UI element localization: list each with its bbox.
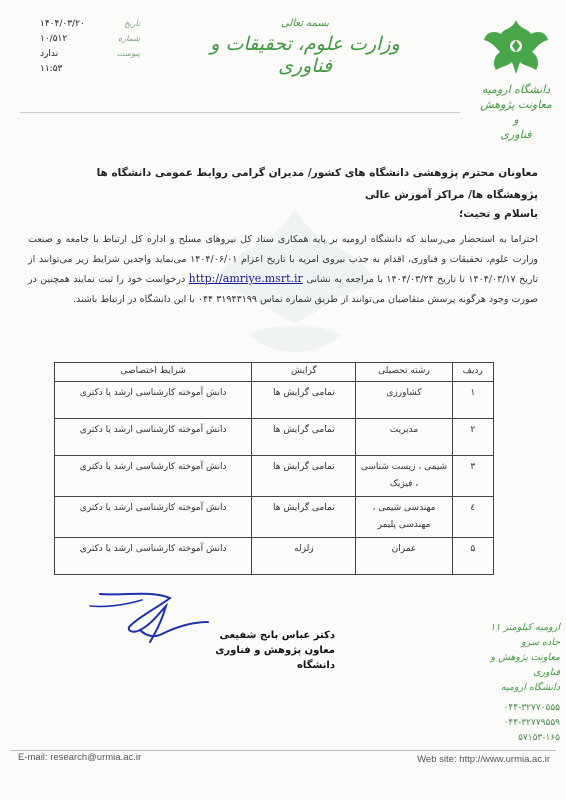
requirements-cell: دانش آموخته کارشناسی ارشد یا دکتری bbox=[55, 382, 252, 419]
contact-phone-2: ۰۴۴-۳۲۷۷۹۵۵۹ bbox=[503, 718, 560, 728]
field-cell: مدیریت bbox=[356, 419, 452, 456]
signatory-title: معاون پژوهش و فناوری دانشگاه bbox=[215, 645, 335, 671]
field-cell: کشاورزی bbox=[356, 382, 452, 419]
address-line-2: پژوهشگاه ها/ مراکز آموزش عالی bbox=[364, 189, 538, 201]
row-number-cell: ۳ bbox=[452, 456, 493, 497]
body-text-part-2: درخواست خود را ثبت نمایند همچنین در صورت وجود هرگونه پرسش متقاضیان می‌توانند از طریق شماره تماس ۳۱۹۴۳۱۹۹ ۰۴۴ با این دانشگاه در ارتباط باشند. bbox=[28, 274, 538, 305]
specialization-cell: تمامی گرایش ها bbox=[252, 456, 356, 497]
ministry-heading bbox=[200, 18, 410, 88]
meta-number-row bbox=[40, 31, 140, 46]
contact-address-line-2: معاونت پژوهش و فناوری bbox=[490, 652, 560, 678]
letter-body bbox=[28, 230, 538, 309]
row-number-cell: ۵ bbox=[452, 538, 493, 575]
university-emblem-icon bbox=[476, 16, 556, 78]
meta-attachment-label: پیوست bbox=[116, 49, 140, 58]
header-row-number: ردیف bbox=[452, 363, 493, 382]
footer-email: E-mail: research@urmia.ac.ir bbox=[18, 752, 142, 763]
specialization-cell: تمامی گرایش ها bbox=[252, 497, 356, 538]
header-specialization: گرایش bbox=[252, 363, 356, 382]
table-header-row bbox=[55, 363, 494, 382]
meta-number-label: شماره bbox=[118, 34, 140, 43]
header-field: رشته تحصیلی bbox=[356, 363, 452, 382]
meta-attachment-value: ندارد bbox=[40, 48, 59, 59]
contact-phone-1: ۰۴۴-۳۲۷۷۰۵۵۵ bbox=[503, 703, 560, 713]
letter-address bbox=[28, 162, 538, 206]
registration-link[interactable]: http://amriye.msrt.ir bbox=[188, 272, 303, 285]
meta-date-value: ۱۴۰۴/۰۳/۲۰ bbox=[40, 18, 85, 29]
signatory bbox=[175, 628, 335, 673]
meta-time-value: ۱۱:۵۳ bbox=[40, 63, 63, 74]
greeting: باسلام و تحیت؛ bbox=[459, 208, 538, 220]
row-number-cell: ۲ bbox=[452, 419, 493, 456]
basmala: بسمه تعالی bbox=[280, 18, 330, 29]
table-row bbox=[55, 538, 494, 575]
contact-address-line-3: دانشگاه ارومیه bbox=[501, 682, 560, 693]
contact-info bbox=[470, 620, 560, 746]
contact-postal-code: ۵۷۱۵۳-۱۶۵ bbox=[518, 733, 560, 743]
university-logo bbox=[476, 16, 556, 146]
letter-meta bbox=[40, 16, 140, 76]
field-cell: شیمی ، زیست شناسی ، فیزیک bbox=[356, 456, 452, 497]
header-requirements: شرایط اختصاصی bbox=[55, 363, 252, 382]
requirements-table bbox=[54, 362, 494, 575]
signatory-name: دکتر عباس بانج شفیعی bbox=[219, 630, 335, 641]
meta-date-label: تاریخ bbox=[124, 19, 140, 28]
table-row bbox=[55, 497, 494, 538]
address-line-1: معاونان محترم پژوهشی دانشگاه های کشور/ مدیران گرامی روابط عمومی دانشگاه ها bbox=[96, 167, 538, 179]
requirements-cell: دانش آموخته کارشناسی ارشد یا دکتری bbox=[55, 497, 252, 538]
row-number-cell: ٤ bbox=[452, 497, 493, 538]
university-name-line-3: فناوری bbox=[500, 128, 532, 141]
meta-date-row bbox=[40, 16, 140, 31]
university-name-line-2: معاونت پژوهش و bbox=[480, 98, 552, 126]
table-row bbox=[55, 419, 494, 456]
meta-attachment-row bbox=[40, 46, 140, 61]
field-cell: مهندسی شیمی ، مهندسی پلیمر bbox=[356, 497, 452, 538]
university-name-line-1: دانشگاه ارومیه bbox=[481, 83, 551, 96]
ministry-name: وزارت علوم، تحقیقات و فناوری bbox=[210, 33, 400, 77]
meta-number-value: ۱۰/۵۱۲ bbox=[40, 33, 68, 44]
specialization-cell: تمامی گرایش ها bbox=[252, 382, 356, 419]
table-row bbox=[55, 382, 494, 419]
field-cell: عمران bbox=[356, 538, 452, 575]
requirements-cell: دانش آموخته کارشناسی ارشد یا دکتری bbox=[55, 419, 252, 456]
footer-website: Web site: http://www.urmia.ac.ir bbox=[417, 754, 550, 765]
contact-address-line-1: ارومیه کیلومتر ۱۱ جاده سرو bbox=[490, 622, 560, 648]
requirements-cell: دانش آموخته کارشناسی ارشد یا دکتری bbox=[55, 456, 252, 497]
footer-divider bbox=[10, 750, 556, 751]
meta-time-row bbox=[40, 61, 140, 76]
row-number-cell: ۱ bbox=[452, 382, 493, 419]
table-row bbox=[55, 456, 494, 497]
specialization-cell: زلزله bbox=[252, 538, 356, 575]
specialization-cell: تمامی گرایش ها bbox=[252, 419, 356, 456]
requirements-cell: دانش آموخته کارشناسی ارشد یا دکتری bbox=[55, 538, 252, 575]
header-divider bbox=[20, 112, 460, 113]
body-text-part-1: احتراما به استحضار می‌رساند که دانشگاه ارومیه بر پایه همکاری ستاد کل نیروهای مسلح و اداره کل ارتباط با جامعه و صنعت وزارت علوم، تحقیقات و فناوری، اقدام به جذب نیروی امریه با تاریخ اعزام ۱۴۰۴/۰۶/۰۱ می‌نماید واجدین شرایط زیر می‌توانند از تاریخ ۱۴۰۴/۰۳/۱۷ تا تاریخ ۱۴۰۴/۰۳/۲۴ با مراجعه به نشانی bbox=[28, 234, 538, 285]
